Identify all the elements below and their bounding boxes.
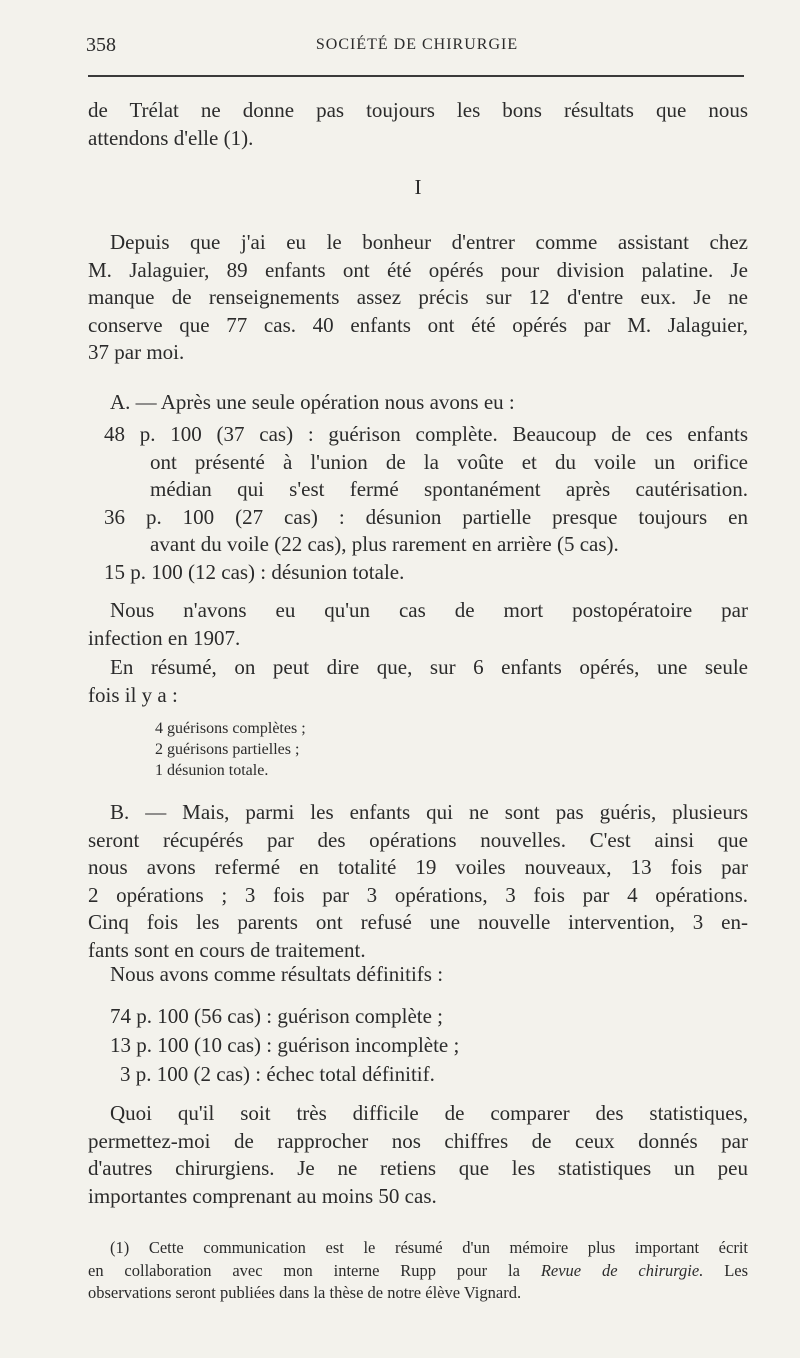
header-rule <box>88 75 744 77</box>
final-paragraph <box>88 1100 748 1210</box>
results-list <box>110 1002 670 1089</box>
text-line: 2 opérations ; 3 fois par 3 opérations, 3 fois par 4 opérations. <box>88 882 748 907</box>
text-line: nous avons refermé en totalité 19 voiles nouveaux, 13 fois par <box>88 855 748 879</box>
text-line: Nous avons comme résultats définitifs : <box>110 962 444 986</box>
text-line: B. — Mais, parmi les enfants qui ne sont pas guéris, plusieurs <box>110 800 748 824</box>
text-line: fois il y a : <box>88 682 178 707</box>
section-number: I <box>414 175 422 199</box>
paragraph-1 <box>88 229 748 367</box>
text-line: manque de renseignements assez précis sur 12 d'entre eux. Je ne <box>88 285 748 309</box>
section-a-intro <box>88 389 748 417</box>
result-line: 74 p. 100 (56 cas) : guérison complète ; <box>110 1004 444 1028</box>
footnote-text: en collaboration avec mon interne Rupp pour la <box>88 1260 520 1280</box>
text-line: de Trélat ne donne pas toujours les bons résultats que nous <box>88 98 748 122</box>
text-line: permettez-moi de rapprocher nos chiffres de ceux donnés par <box>88 1128 748 1153</box>
text-line: A. — Après une seule opération nous avons eu : <box>110 390 515 414</box>
list-item: 4 guérisons complètes ; <box>155 720 306 737</box>
text-line: seront récupérés par des opérations nouvelles. C'est ainsi que <box>88 827 748 852</box>
stat-line: ont présenté à l'union de la voûte et du voile un orifice <box>150 449 748 474</box>
list-item: 2 guérisons partielles ; <box>155 741 300 758</box>
stat-line: 15 p. 100 (12 cas) : désunion totale. <box>104 559 405 584</box>
results-intro <box>88 961 748 989</box>
journal-title: Revue de chirurgie. <box>540 1260 704 1280</box>
text-line: Quoi qu'il soit très difficile de comparer des statistiques, <box>110 1101 748 1125</box>
section-a-stats <box>88 421 748 586</box>
stat-line: 36 p. 100 (27 cas) : désunion partielle presque toujours en <box>104 504 748 529</box>
text-line: fants sont en cours de traitement. <box>88 937 366 962</box>
footnote-text: Les <box>724 1260 749 1280</box>
text-line: infection en 1907. <box>88 625 241 650</box>
text-line: d'autres chirurgiens. Je ne retiens que les statistiques un peu <box>88 1156 748 1180</box>
stat-line: avant du voile (22 cas), plus rarement en arrière (5 cas). <box>150 532 619 556</box>
page-header <box>86 34 748 60</box>
result-line: 3 p. 100 (2 cas) : échec total définitif. <box>120 1062 435 1086</box>
section-heading <box>88 174 748 202</box>
stat-line: 48 p. 100 (37 cas) : guérison complète. Beaucoup de ces enfants <box>104 422 748 446</box>
text-line: Cinq fois les parents ont refusé une nouvelle intervention, 3 en- <box>88 910 748 934</box>
text-line: conserve que 77 cas. 40 enfants ont été opérés par M. Jalaguier, <box>88 312 748 337</box>
text-line: Nous n'avons eu qu'un cas de mort postopératoire par <box>110 598 748 622</box>
mortality-paragraph <box>88 597 748 652</box>
footnote-line <box>88 1260 748 1283</box>
footnote-line: (1) Cette communication est le résumé d'un mémoire plus important écrit <box>110 1238 748 1257</box>
text-line: En résumé, on peut dire que, sur 6 enfants opérés, une seule <box>110 655 748 679</box>
text-line: Depuis que j'ai eu le bonheur d'entrer comme assistant chez <box>110 230 748 254</box>
stat-line: médian qui s'est fermé spontanément après cautérisation. <box>150 477 748 501</box>
text-line: attendons d'elle (1). <box>88 125 254 150</box>
summary-list <box>155 718 555 781</box>
text-line: M. Jalaguier, 89 enfants ont été opérés pour division palatine. Je <box>88 257 748 282</box>
text-line: 37 par moi. <box>88 340 185 364</box>
section-b-paragraph <box>88 799 748 964</box>
text-line: importantes comprenant au moins 50 cas. <box>88 1183 437 1208</box>
intro-paragraph <box>88 97 748 152</box>
result-line: 13 p. 100 (10 cas) : guérison incomplète ; <box>110 1033 460 1057</box>
footnote <box>88 1237 748 1305</box>
page-number: 358 <box>86 34 116 56</box>
list-item: 1 désunion totale. <box>155 762 269 779</box>
footnote-line: observations seront publiées dans la thèse de notre élève Vignard. <box>88 1283 522 1302</box>
running-head: SOCIÉTÉ DE CHIRURGIE <box>315 36 519 53</box>
summary-paragraph <box>88 654 748 709</box>
